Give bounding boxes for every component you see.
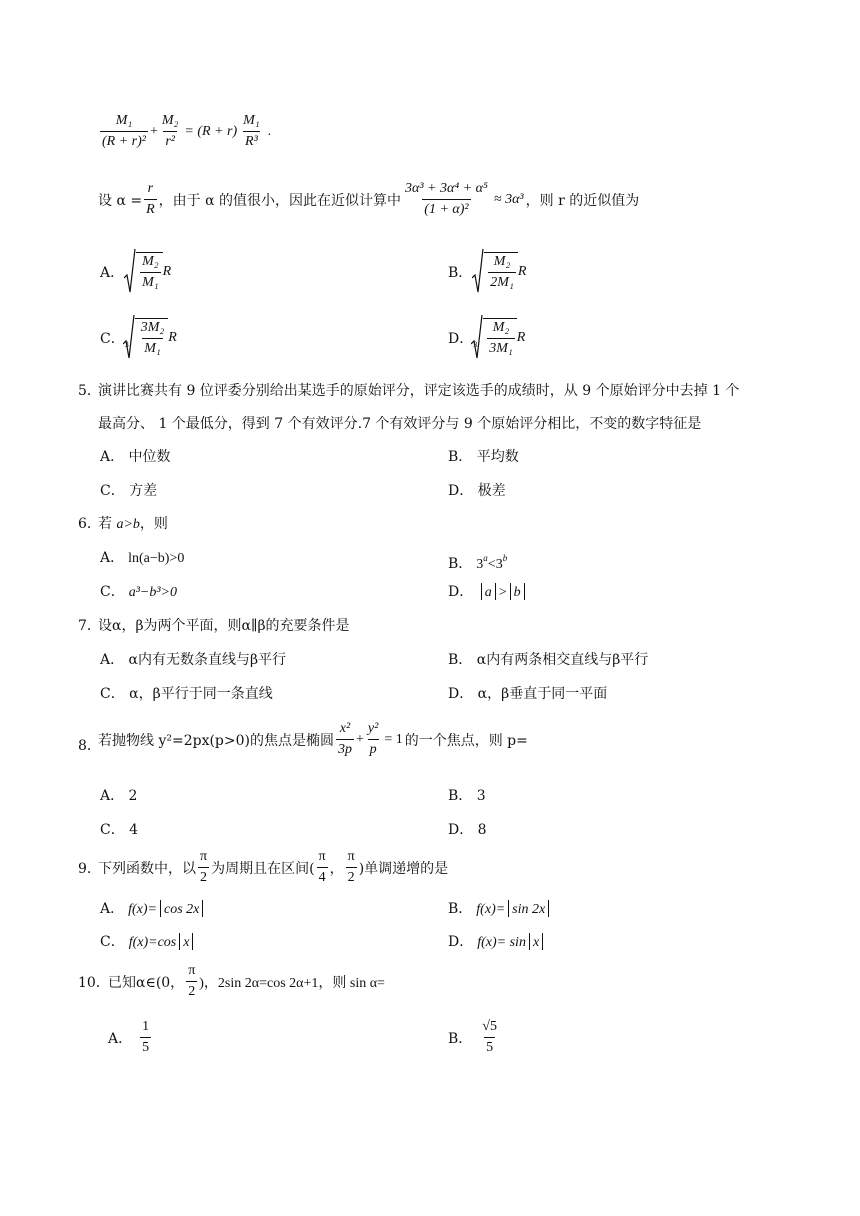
- q9-option-c[interactable]: C． f(x)=cos x: [100, 932, 196, 953]
- q8-stem: 若抛物线 y²=2px(p>0)的焦点是椭圆 $\frac{\text{x²}}{3p}$ + $\frac{\text{y²}}{p}$ = 1 的一个焦点，则 p=: [98, 721, 528, 757]
- abs-bar: [481, 583, 482, 600]
- sqrt-radical: $\frac{\text{M₂}}{\text{2M₁}}$: [472, 248, 518, 296]
- abs-bar: [179, 933, 180, 950]
- q4-option-b[interactable]: B． $\frac{\text{M₂}}{\text{2M₁}}$ R: [448, 248, 526, 296]
- fraction: $\frac{\text{3α³ + 3α⁴ + α⁵}}{\text{(1 + α)²}}$: [405, 181, 488, 217]
- fraction: $\frac{\text{x²}}{3p}$: [338, 721, 352, 757]
- alpha-line: 设 α = $\frac{r}{R}$ ，由于 α 的值很小，因此在近似计算中 $\frac{\text{3α³ + 3α⁴ + α⁵}}{\text{(1 + α)²}}$ ≈ 3α³ ，则 r 的近似值为: [98, 181, 640, 217]
- fraction: $\frac{\pi}{2}$: [200, 849, 208, 885]
- q6-option-a[interactable]: A． ln(a−b)>0: [100, 550, 185, 566]
- q8-option-a[interactable]: A． 2: [100, 788, 138, 804]
- fraction: $\frac{\text{M₁}}{\text{(R + r)²}}$: [102, 113, 146, 149]
- fraction: $\frac{\text{y²}}{p}$: [367, 721, 379, 757]
- fraction: $\frac{\text{M₂}}{\text{r²}}$: [161, 113, 179, 149]
- q9-number: 9．: [78, 861, 101, 877]
- q9-option-a[interactable]: A． f(x)= cos 2x: [100, 899, 206, 920]
- q10-number: 10．: [78, 975, 110, 991]
- q8-option-c[interactable]: C． 4: [100, 822, 139, 838]
- abs-bar: [508, 900, 509, 917]
- q5-number: 5．: [78, 383, 101, 399]
- q9-option-d[interactable]: D． f(x)= sin x: [448, 932, 546, 953]
- q6-stem: 若 a>b，则: [98, 516, 168, 532]
- cbrt-radical: 3 $\frac{\text{3M₂}}{\text{M₁}}$: [125, 314, 169, 362]
- abs-bar: [510, 583, 511, 600]
- cbrt-radical: 3 $\frac{\text{M₂}}{\text{3M₁}}$: [473, 314, 517, 362]
- q4-option-c[interactable]: C． 3 $\frac{\text{3M₂}}{\text{M₁}}$ R: [100, 314, 177, 362]
- q5-option-d[interactable]: D． 极差: [448, 483, 506, 499]
- q5-stem-line1: 演讲比赛共有 9 位评委分别给出某选手的原始评分，评定该选手的成绩时，从 9 个原始评分中去掉 1 个: [98, 383, 740, 399]
- fraction: $\frac{√5}{5}$: [482, 1019, 497, 1055]
- q4-option-a[interactable]: A． $\frac{\text{M₂}}{\text{M₁}}$ R: [100, 248, 171, 296]
- fraction: $\frac{\pi}{4}$: [318, 849, 326, 885]
- q9-stem: 下列函数中，以 $\frac{\pi}{2}$ 为周期且在区间( $\frac{\pi}{4}$ ， $\frac{\pi}{2}$ )单调递增的是: [98, 849, 449, 885]
- fraction: $\frac{r}{R}$: [146, 181, 155, 217]
- abs-bar: [542, 933, 543, 950]
- abs-bar: [202, 900, 203, 917]
- radical-sign-icon: [124, 248, 136, 296]
- q10-option-b[interactable]: B． $\frac{√5}{5}$: [448, 1019, 497, 1055]
- sqrt-radical: $\frac{\text{M₂}}{\text{M₁}}$: [124, 248, 163, 296]
- q9-option-b[interactable]: B． f(x)= sin 2x: [448, 899, 552, 920]
- fraction: $\frac{\pi}{2}$: [347, 849, 355, 885]
- q5-stem-line2: 最高分、 1 个最低分，得到 7 个有效评分.7 个有效评分与 9 个原始评分相比，不变的数字特征是: [98, 416, 702, 432]
- q8-option-d[interactable]: D． 8: [448, 822, 487, 838]
- q7-number: 7．: [78, 618, 101, 634]
- q7-option-c[interactable]: C． α，β平行于同一条直线: [100, 686, 273, 702]
- q7-stem: 设α，β为两个平面，则α∥β的充要条件是: [98, 618, 350, 634]
- q7-option-d[interactable]: D． α，β垂直于同一平面: [448, 686, 608, 702]
- q7-option-a[interactable]: A． α内有无数条直线与β平行: [100, 652, 287, 668]
- abs-bar: [160, 900, 161, 917]
- q6-option-d[interactable]: D． a > b: [448, 582, 528, 603]
- q8-number: 8．: [78, 738, 101, 754]
- q4-option-d[interactable]: D． 3 $\frac{\text{M₂}}{\text{3M₁}}$ R: [448, 314, 525, 362]
- q8-option-b[interactable]: B． 3: [448, 788, 486, 804]
- q6-option-b[interactable]: B． $3^a<3^b$: [448, 553, 508, 572]
- formula-top: $\frac{\text{M₁}}{\text{(R + r)²}}$ + $\frac{\text{M₂}}{\text{r²}}$ = (R + r) $\frac{\text{M₁}}{\text{R³}}$ .: [102, 113, 272, 149]
- abs-bar: [529, 933, 530, 950]
- q7-option-b[interactable]: B． α内有两条相交直线与β平行: [448, 652, 649, 668]
- radical-sign-icon: [472, 248, 484, 296]
- radical-sign-icon: [471, 314, 483, 362]
- abs-bar: [495, 583, 496, 600]
- fraction: $\frac{1}{5}$: [142, 1019, 150, 1055]
- abs-bar: [524, 583, 525, 600]
- q10-option-a[interactable]: A． $\frac{1}{5}$: [108, 1019, 150, 1055]
- q10-stem: 已知α∈(0， $\frac{\pi}{2}$ )，2sin 2α=cos 2α+1，则 sin α=: [108, 963, 385, 999]
- abs-bar: [192, 933, 193, 950]
- fraction: $\frac{\text{M₁}}{\text{R³}}$: [243, 113, 260, 149]
- q5-option-c[interactable]: C． 方差: [100, 483, 158, 499]
- radical-sign-icon: [123, 314, 135, 362]
- fraction: $\frac{\pi}{2}$: [188, 963, 196, 999]
- q6-number: 6．: [78, 516, 101, 532]
- abs-bar: [548, 900, 549, 917]
- q5-option-a[interactable]: A． 中位数: [100, 449, 171, 465]
- q5-option-b[interactable]: B． 平均数: [448, 449, 519, 465]
- q6-option-c[interactable]: C． a³−b³>0: [100, 584, 178, 600]
